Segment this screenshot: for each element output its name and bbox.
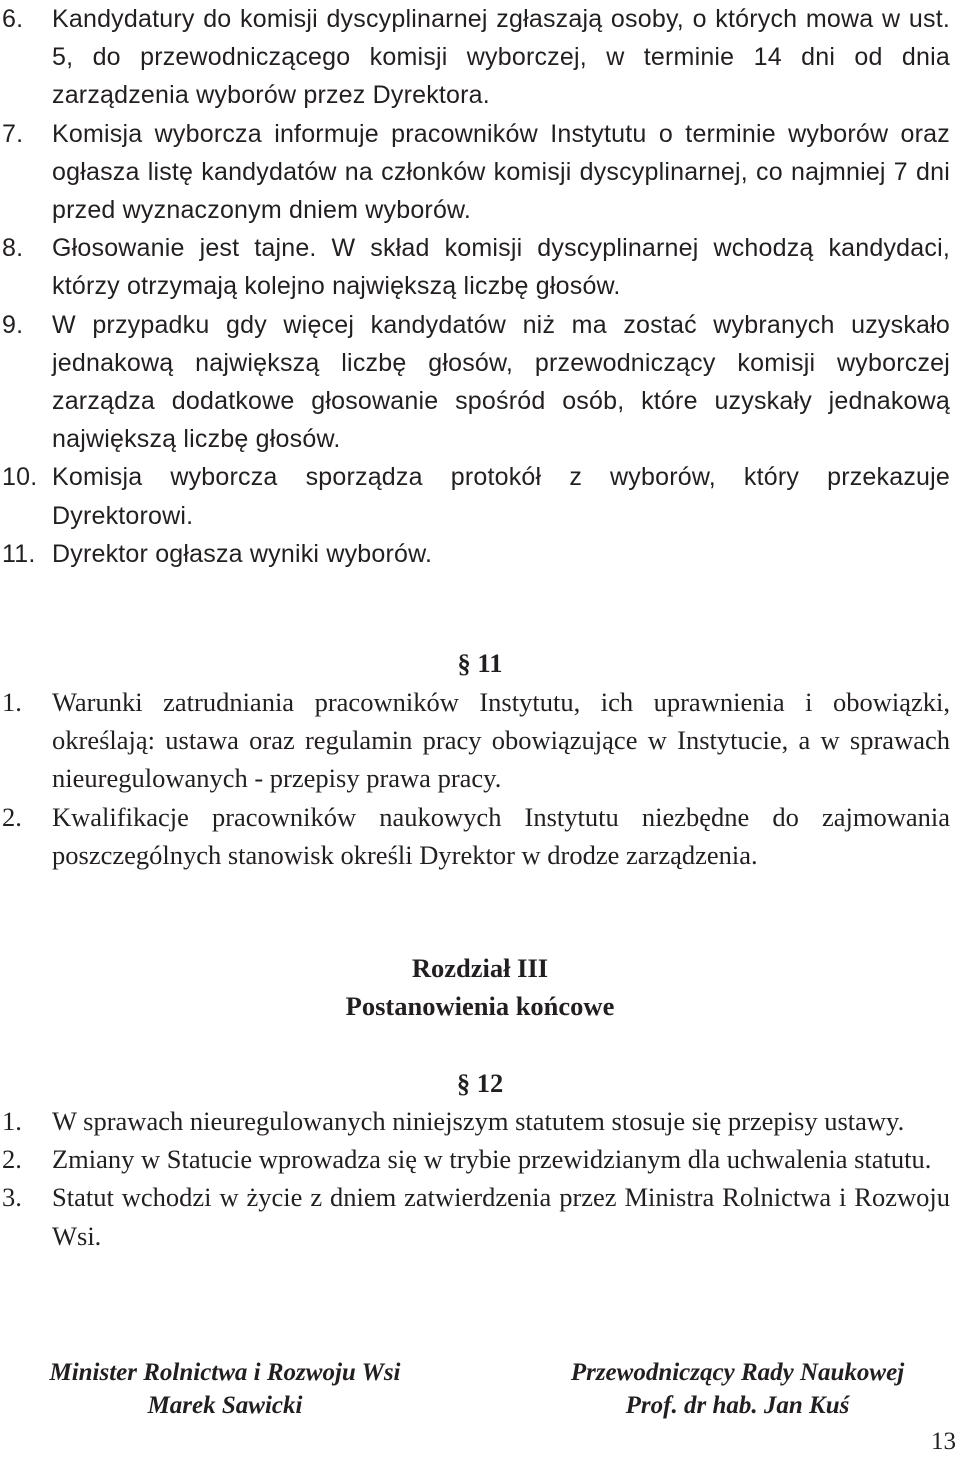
paragraph-number: 1.: [2, 687, 22, 717]
paragraphs-section-12: [0, 1102, 960, 1255]
paragraph-text: Komisja wyborcza informuje pracowników Instytutu o terminie wyborów oraz ogłasza listę kandydatów na członków komisji dyscyplinarnej, co najmniej 7 dni przed wyznaczonym dniem wyborów.: [52, 119, 950, 225]
paragraph-number: 8.: [2, 234, 24, 263]
page-number: 13: [931, 1428, 956, 1455]
signature-left-role: Minister Rolnictwa i Rozwoju Wsi: [49, 1359, 401, 1386]
paragraph-2: [0, 798, 950, 874]
signature-right: [520, 1356, 955, 1422]
paragraph-3: [0, 1178, 950, 1254]
paragraph-number: 10.: [2, 463, 38, 492]
paragraph-text: Kwalifikacje pracowników naukowych Instytutu niezbędne do zajmowania poszczególnych stanowisk określi Dyrektor w drodze zarządzenia.: [52, 801, 950, 870]
paragraph-text: Dyrektor ogłasza wyniki wyborów.: [52, 539, 433, 568]
paragraph-text: Zmiany w Statucie wprowadza się w trybie przewidzianym dla uchwalenia statutu.: [52, 1144, 932, 1175]
paragraph-1: [0, 1102, 950, 1140]
paragraph-text: W przypadku gdy więcej kandydatów niż ma zostać wybranych uzyskało jednakową największą liczbę głosów, przewodniczący komisji wyborczej zarządza dodatkowe głosowanie spośród osób, które uzyskały jednakową największą liczbę głosów.: [52, 310, 950, 454]
paragraph-9: [0, 306, 950, 459]
paragraph-number: 7.: [2, 119, 24, 148]
paragraph-number: 3.: [2, 1182, 22, 1213]
paragraph-6: [0, 0, 950, 115]
paragraph-number: 2.: [2, 1144, 22, 1175]
signature-left-name: Marek Sawicki: [147, 1392, 303, 1419]
paragraph-number: 6.: [2, 5, 24, 33]
paragraphs-section-10: [0, 0, 960, 573]
paragraph-7: [0, 115, 950, 230]
paragraph-number: 11.: [2, 539, 36, 568]
paragraph-10: [0, 458, 950, 534]
paragraph-1: [0, 683, 950, 798]
chapter-heading: [0, 949, 960, 1025]
chapter-subtitle: Postanowienia końcowe: [345, 991, 615, 1021]
section-heading-11: § 11: [457, 648, 503, 678]
signature-right-name: Prof. dr hab. Jan Kuś: [625, 1392, 850, 1419]
paragraph-text: W sprawach nieuregulowanych niniejszym statutem stosuje się przepisy ustawy.: [52, 1106, 905, 1136]
signature-right-role: Przewodniczący Rady Naukowej: [570, 1359, 905, 1386]
paragraph-text: Kandydatury do komisji dyscyplinarnej zgłaszają osoby, o których mowa w ust. 5, do przewodniczącego komisji wyborczej, w terminie 14 dni od dnia zarządzenia wyborów przez Dyrektora.: [52, 5, 950, 110]
section-heading-12: § 12: [456, 1068, 504, 1098]
paragraph-text: Komisja wyborcza sporządza protokół z wyborów, który przekazuje Dyrektorowi.: [52, 463, 950, 530]
paragraph-number: 9.: [2, 310, 24, 339]
paragraph-text: Głosowanie jest tajne. W skład komisji dyscyplinarnej wchodzą kandydaci, którzy otrzymają kolejno największą liczbę głosów.: [52, 234, 950, 301]
paragraph-2: [0, 1140, 950, 1178]
paragraph-8: [0, 229, 950, 305]
paragraph-text: Warunki zatrudniania pracowników Instytutu, ich uprawnienia i obowiązki, określają: ustawa oraz regulamin pracy obowiązujące w Instytucie, a w sprawach nieuregulowanych - przepisy prawa pracy.: [52, 687, 950, 794]
paragraph-text: Statut wchodzi w życie z dniem zatwierdzenia przez Ministra Rolnictwa i Rozwoju Wsi.: [52, 1182, 950, 1251]
paragraphs-section-11: [0, 683, 960, 874]
chapter-title: Rozdział III: [411, 953, 549, 983]
signature-left: [10, 1356, 440, 1422]
paragraph-11: [0, 535, 950, 573]
paragraph-number: 1.: [2, 1106, 22, 1136]
paragraph-number: 2.: [2, 801, 22, 832]
